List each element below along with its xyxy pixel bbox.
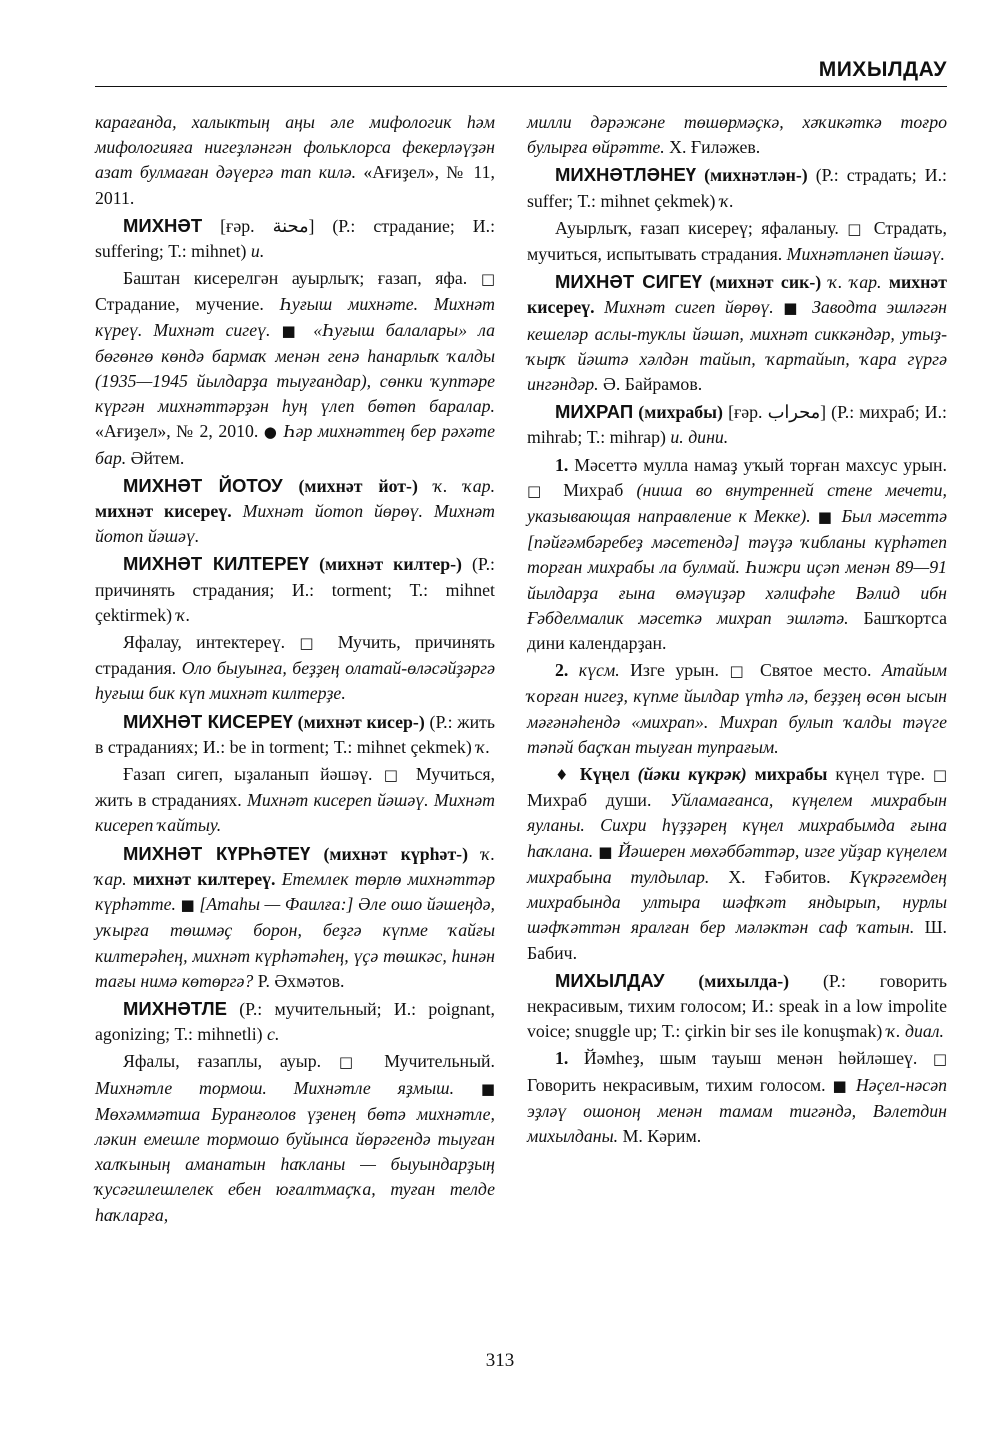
source-text: Х. Ғиләжев.: [669, 137, 761, 158]
headword-form: (михнәт кисер-): [292, 711, 430, 732]
quote-text: Мөхәммәтша Буранғолов үҙенең бөтә михнәтле, ләкин емешле тормошо буйынса йөрәгендә тыуған халҡының аманатын һаҡланы — быуындарҙың ҡусәгилешлелек ебен юғалтмаҫҡа, туған телде һаҡларға,: [95, 1103, 495, 1225]
bullet-square-icon: ■: [598, 842, 613, 861]
entry-mihnat-kurhatew: [95, 841, 495, 994]
phrase-headword: михрабы: [754, 764, 828, 785]
source-text: Әйтем.: [130, 447, 185, 468]
definition-text: күңел түре.: [827, 764, 925, 785]
entry-mihnatle-def: [95, 1049, 495, 1227]
russian-gloss: Мучительный.: [384, 1051, 495, 1072]
example-text: Етемлек төрлө михнәттәр күрһәтте.: [95, 868, 495, 915]
headword: МИХНӘТЛЕ: [123, 997, 227, 1019]
pos-label: и. дини.: [670, 427, 729, 448]
entry-head-info: [ғәр. محنة] (Р.: страдание; И.: suffering; Т.: mihnet): [95, 215, 496, 262]
pos-label: ҡ.: [719, 190, 734, 211]
quote-text: милли дәрәжәне төшөрмәҫкә, хәҡикәткә тоғро булырға өйрәтте.: [527, 112, 947, 158]
example-text: Һуғыш михнәте. Михнәт күреү. Михнәт сигеү.: [95, 294, 495, 340]
bullet-square-icon: ■: [783, 299, 803, 318]
square-icon: □: [847, 219, 866, 238]
russian-gloss-note: (ниша во внутренней стене мечети, указывающая направление к Мекке).: [527, 479, 947, 527]
example-text: Михнәт йотоп йөрөү. Михнәт йотоп йәшәү.: [95, 501, 495, 547]
definition-text: Изге урын.: [630, 660, 720, 681]
square-icon: □: [729, 662, 750, 681]
entry-mihnat-def: [95, 266, 495, 471]
source-text: Х. Ғәбитов.: [728, 866, 831, 887]
entry-mihrap: [527, 399, 947, 450]
entry-mihyldau-sense-1: [527, 1046, 947, 1149]
source-text: М. Кәрим.: [622, 1125, 702, 1146]
quote-text: Атайым ҡорған нигеҙ, күпме йылдар үтһә лә, беҙҙең өсөн ысын мәғәнәһендә «михрап». Михрап булып ҡалды тәүге тәпәй баҫҡан тыуған тупрағым.: [527, 660, 948, 757]
pos-label: ҡ.: [476, 736, 491, 757]
source-text: Ш. Бабич.: [527, 917, 947, 963]
page-number: 313: [485, 1350, 515, 1371]
cross-reference: михнәт кисереү.: [95, 501, 232, 522]
definition-text: Яфалау, интектереү.: [123, 632, 286, 653]
russian-gloss: Говорить некрасивым, тихим голосом.: [527, 1074, 826, 1095]
sense-number: 2.: [555, 660, 569, 681]
running-header: [95, 56, 947, 87]
entry-mihnat-kiserew: [95, 709, 495, 760]
definition-text: Йәмһеҙ, шым тауыш менән һөйләшеү.: [583, 1048, 918, 1069]
entry-mihnat: [95, 213, 495, 264]
pos-label: и.: [250, 241, 265, 262]
russian-gloss: Мучить, причинять страдания.: [95, 632, 495, 679]
example-text: Михнәтләнеп йәшәү.: [786, 244, 945, 265]
bullet-square-icon: ■: [281, 321, 303, 340]
entry-continuation: [95, 110, 495, 211]
russian-gloss: Михраб души.: [527, 790, 652, 811]
headword: МИХНӘТ КИСЕРЕҮ: [123, 710, 293, 732]
pos-label: ҡ. ҡар.: [433, 475, 496, 496]
headword-form: (михнәт килтер-): [309, 554, 473, 575]
entry-mihyldau: [527, 968, 947, 1045]
headword-form: (михрабы): [633, 402, 729, 423]
example-text: Михнәтле тормош. Михнәтле яҙмыш.: [95, 1077, 455, 1098]
bullet-square-icon: ■: [832, 1076, 850, 1095]
entry-phrase-kunel-mihraby: [527, 762, 947, 966]
sense-number: 1.: [555, 1048, 569, 1069]
square-icon: □: [527, 481, 550, 500]
entry-head-info: (Р.: жить в страданиях; И.: be in torment; Т.: mihnet çekmek): [95, 711, 495, 757]
quote-text: Был мәсеттә [пәйғәмбәребеҙ мәсетендә] тәүҙә ҡибланы күрһәтеп торған михрабы ла булмай. Һижри иҫәп менән 89—91 йылдарҙа ғына өмәүиҙәр хәлифәһе Вәлид ибн Ғәбделмалик мәсеткә михрап эшләтә.: [527, 506, 947, 628]
quote-text: Күкрәгемдең михрабында ултыра шәфҡәт яндырып, нурлы шәфҡәттән яралған бер мәләктән саф ҡатын.: [527, 866, 947, 938]
example-text: Михнәт сигеп йөрөү.: [604, 297, 774, 318]
pos-label: ҡ. ҡар.: [828, 272, 882, 293]
bullet-square-icon: ■: [180, 896, 195, 915]
entry-mihnat-kiserew-def: [95, 762, 495, 839]
definition-text: Баштан кисерелгән ауырлыҡ; ғазап, яфа.: [123, 268, 468, 289]
russian-gloss: Михраб: [563, 479, 624, 500]
entry-mihrap-sense-1: [527, 453, 947, 657]
source-text: Ә. Байрамов.: [603, 374, 703, 395]
headword-form: (михнәт сик-): [702, 272, 829, 293]
entry-head-info: (Р.: мучительный; И.: poignant, agonizing; Т.: mihnetli): [95, 998, 495, 1045]
entry-head-info: (Р.: страдать; И.: suffer; Т.: mihnet çekmek): [527, 165, 947, 211]
quote-text: Заводта эшләгән кешеләр аслы-туклы йәшәп, михнәт сиккәндәр, утыҙ-ҡырҡ йәштә хәлдән тайып, ҡартайып, ҡара гүргә ингәндәр.: [527, 297, 947, 395]
headword-form: (михылда-): [664, 970, 823, 991]
headword: МИХНӘТ КҮРҺӘТЕҮ: [123, 842, 311, 864]
bullet-round-icon: ●: [263, 423, 278, 442]
pos-label: күсм.: [578, 660, 620, 681]
definition-text: Яфалы, ғазаплы, ауыр.: [123, 1051, 322, 1072]
pos-label: ҡ.: [176, 604, 191, 625]
square-icon: □: [299, 634, 324, 653]
running-head-word: МИХЫЛДАУ: [818, 58, 947, 81]
square-icon: □: [383, 766, 405, 785]
headword: МИХНӘТ КИЛТЕРЕҮ: [123, 553, 310, 575]
left-column: [95, 110, 495, 1230]
cross-reference: михнәт кисереү.: [527, 272, 948, 318]
entry-head-info: (Р.: причинять страдания; И.: torment; Т.: mihnet çektirmek): [95, 554, 495, 625]
entry-mihnatle: [95, 996, 495, 1047]
entry-mihnat-kilterew-def: [95, 630, 495, 707]
square-icon: □: [932, 766, 947, 785]
entry-head-info: [ғәр. محراب] (Р.: михраб; И.: mihrab; Т.: mihrap): [527, 402, 948, 448]
quote-text: карағанда, халыктың аңы әле мифологик һәм мифологияға нигеҙләнгән фольклорса фекерләүҙән азат булмаған дәүергә тап килә.: [95, 112, 495, 183]
headword-form: (михнәт йот-): [282, 475, 434, 496]
pos-label: с.: [267, 1024, 280, 1045]
definition-text: Мәсеттә мулла намаҙ уҡый торған махсус урын.: [574, 454, 947, 475]
quote-text: Уйламағанса, күңелем михрабын яуланы. Сихри һүҙҙәрең күңел михрабымда ғына һаҡлана.: [527, 790, 948, 861]
diamond-icon: ♦: [555, 766, 572, 785]
russian-gloss: Страдание, мучение.: [95, 294, 264, 315]
headword: МИХНӘТЛӘНЕҮ: [555, 164, 697, 186]
square-icon: □: [338, 1053, 367, 1072]
russian-gloss: Мучиться, жить в страданиях.: [95, 764, 495, 811]
pos-label: ҡ. диал.: [886, 1021, 944, 1042]
proverb-text: Һәр михнәттең бер рәхәте бар.: [95, 421, 495, 468]
square-icon: □: [932, 1050, 947, 1069]
entry-mihnat-kilterew: [95, 551, 495, 628]
headword: МИХЫЛДАУ: [555, 969, 665, 991]
quote-text: «Һуғыш балалары» ла бөгөнгө көндә бармаҡ менән генә һанарлыҡ ҡалды (1935—1945 йылдарҙа тыуғандар), сөнки ҡуптәре күргән михнәттәрҙән һуң үлеп бөтөп баралар.: [95, 319, 495, 417]
entry-mihnatlanew-def: [527, 216, 947, 267]
example-text: Михнәт кисереп йәшәү. Михнәт кисереп ҡайтыу.: [95, 790, 495, 836]
source-text: Башҡортса дини календарҙан.: [527, 607, 947, 654]
sense-number: 1.: [555, 454, 569, 475]
definition-text: Ауырлыҡ, ғазап кисереү; яфаланыу.: [555, 217, 839, 238]
source-text: Р. Әхмәтов.: [257, 970, 345, 991]
entry-continuation: [527, 110, 947, 160]
headword: МИХНӘТ СИГЕҮ: [555, 271, 703, 293]
headword: МИХНӘТ: [123, 214, 203, 236]
quote-text: Йәшерен мөхәббәттәр, изге уйҙар күңелем михрабына тулдылар.: [527, 840, 947, 887]
entry-mihnat-yotou: [95, 473, 495, 550]
phrase-variant: (йәки күкрәк): [629, 764, 755, 785]
headword: МИХРАП: [555, 401, 634, 423]
headword-form: (михнәт күрһәт-): [310, 843, 482, 864]
headword-form: (михнәтлән-): [696, 165, 816, 186]
russian-gloss: Святое место.: [760, 660, 872, 681]
quote-text: [Атаһы — Фаилға:] Әле ошо йәшеңдә, уҡырға төшмәҫ борон, беҙгә күпме ҡайғы килтерәһең, михнәт күрһәтәһең, үҫә төшкәс, һинән тағы нимә көтөргә?: [95, 894, 495, 991]
entry-mihrap-sense-2: [527, 658, 947, 760]
entry-mihnat-sigew: [527, 269, 947, 397]
entry-mihnatlanew: [527, 162, 947, 213]
definition-text: Ғазап сигеп, ыҙаланып йәшәү.: [123, 764, 373, 785]
phrase-headword: Күңел: [579, 764, 630, 785]
headword: МИХНӘТ ЙОТОУ: [123, 474, 283, 496]
bullet-square-icon: ■: [817, 508, 835, 527]
square-icon: □: [480, 270, 495, 289]
source-text: «Ағиҙел», № 2, 2010.: [95, 421, 259, 442]
cross-reference: михнәт килтереү.: [132, 868, 276, 889]
bullet-square-icon: ■: [480, 1079, 495, 1098]
pos-label: ҡ. ҡар.: [95, 843, 496, 889]
source-text: «Ағиҙел», № 11, 2011.: [95, 162, 495, 208]
quote-text: Нәҫел-нәсәп эҙләү ошоноң менән тамам тигәндә, Вәлетдин михылданы.: [527, 1074, 947, 1146]
russian-gloss: Страдать, мучиться, испытывать страдания.: [527, 217, 947, 265]
example-text: Оло быуынға, беҙҙең олатай-өләсәйҙәргә һуғыш бик күп михнәт килтерҙе.: [95, 658, 495, 704]
entry-head-info: (Р.: говорить некрасивым, тихим голосом; И.: speak in a low impolite voice; snuggle up; Т.: çirkin bir ses ile konuşmak): [527, 970, 947, 1042]
right-column: [527, 110, 947, 1151]
